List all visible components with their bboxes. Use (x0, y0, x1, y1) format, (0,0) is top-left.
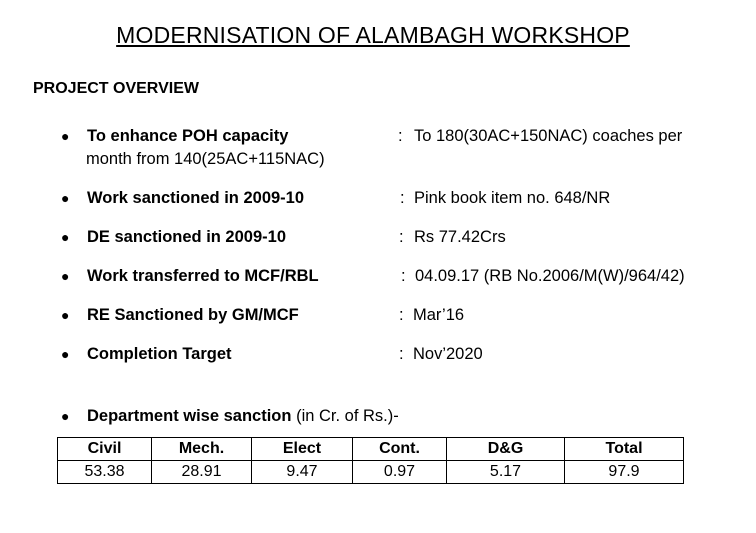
department-label (87, 407, 399, 426)
item-value: Pink book item no. 648/NR (414, 189, 611, 207)
table-cell: 0.97 (353, 461, 447, 484)
bullet-icon: ● (61, 190, 70, 206)
item-colon: : (398, 127, 403, 145)
table-header-row (58, 438, 684, 461)
table-cell: 53.38 (58, 461, 152, 484)
table-cell: 28.91 (152, 461, 252, 484)
table-header-cell: Mech. (152, 438, 252, 461)
table-cell: 5.17 (447, 461, 565, 484)
item-label: Completion Target (87, 345, 232, 363)
section-heading: PROJECT OVERVIEW (33, 80, 199, 97)
bullet-icon: ● (61, 229, 70, 245)
item-label: Work transferred to MCF/RBL (87, 267, 319, 285)
item-label: RE Sanctioned by GM/MCF (87, 306, 299, 324)
department-label-suffix: (in Cr. of Rs.)- (291, 407, 399, 425)
bullet-icon: ● (61, 307, 70, 323)
item-colon: : (400, 189, 405, 207)
item-colon: : (399, 345, 404, 363)
item-label: DE sanctioned in 2009-10 (87, 228, 286, 246)
item-value: Rs 77.42Crs (414, 228, 506, 246)
item-value: 04.09.17 (RB No.2006/M(W)/964/42) (415, 267, 685, 285)
department-sanction-table (57, 437, 684, 484)
item-value: Mar’16 (413, 306, 465, 324)
table-cell: 9.47 (252, 461, 353, 484)
department-label-text: Department wise sanction (87, 407, 292, 425)
table-row (58, 461, 684, 484)
bullet-icon: ● (61, 268, 70, 284)
table-header-cell: Civil (58, 438, 152, 461)
page-title: MODERNISATION OF ALAMBAGH WORKSHOP (116, 22, 630, 48)
item-value: To 180(30AC+150NAC) coaches per (414, 127, 683, 145)
item-colon: : (401, 267, 406, 285)
item-value-continuation: month from 140(25AC+115NAC) (86, 150, 325, 168)
bullet-icon: ● (61, 408, 70, 424)
table-header-cell: D&G (447, 438, 565, 461)
item-value: Nov’2020 (413, 345, 483, 363)
item-label: Work sanctioned in 2009-10 (87, 189, 305, 207)
item-colon: : (399, 306, 404, 324)
item-colon: : (399, 228, 404, 246)
table-header-cell: Cont. (353, 438, 447, 461)
bullet-icon: ● (61, 128, 70, 144)
table-header-cell: Elect (252, 438, 353, 461)
bullet-icon: ● (61, 346, 70, 362)
table-cell: 97.9 (565, 461, 684, 484)
item-label: To enhance POH capacity (87, 127, 289, 145)
table-header-cell: Total (565, 438, 684, 461)
